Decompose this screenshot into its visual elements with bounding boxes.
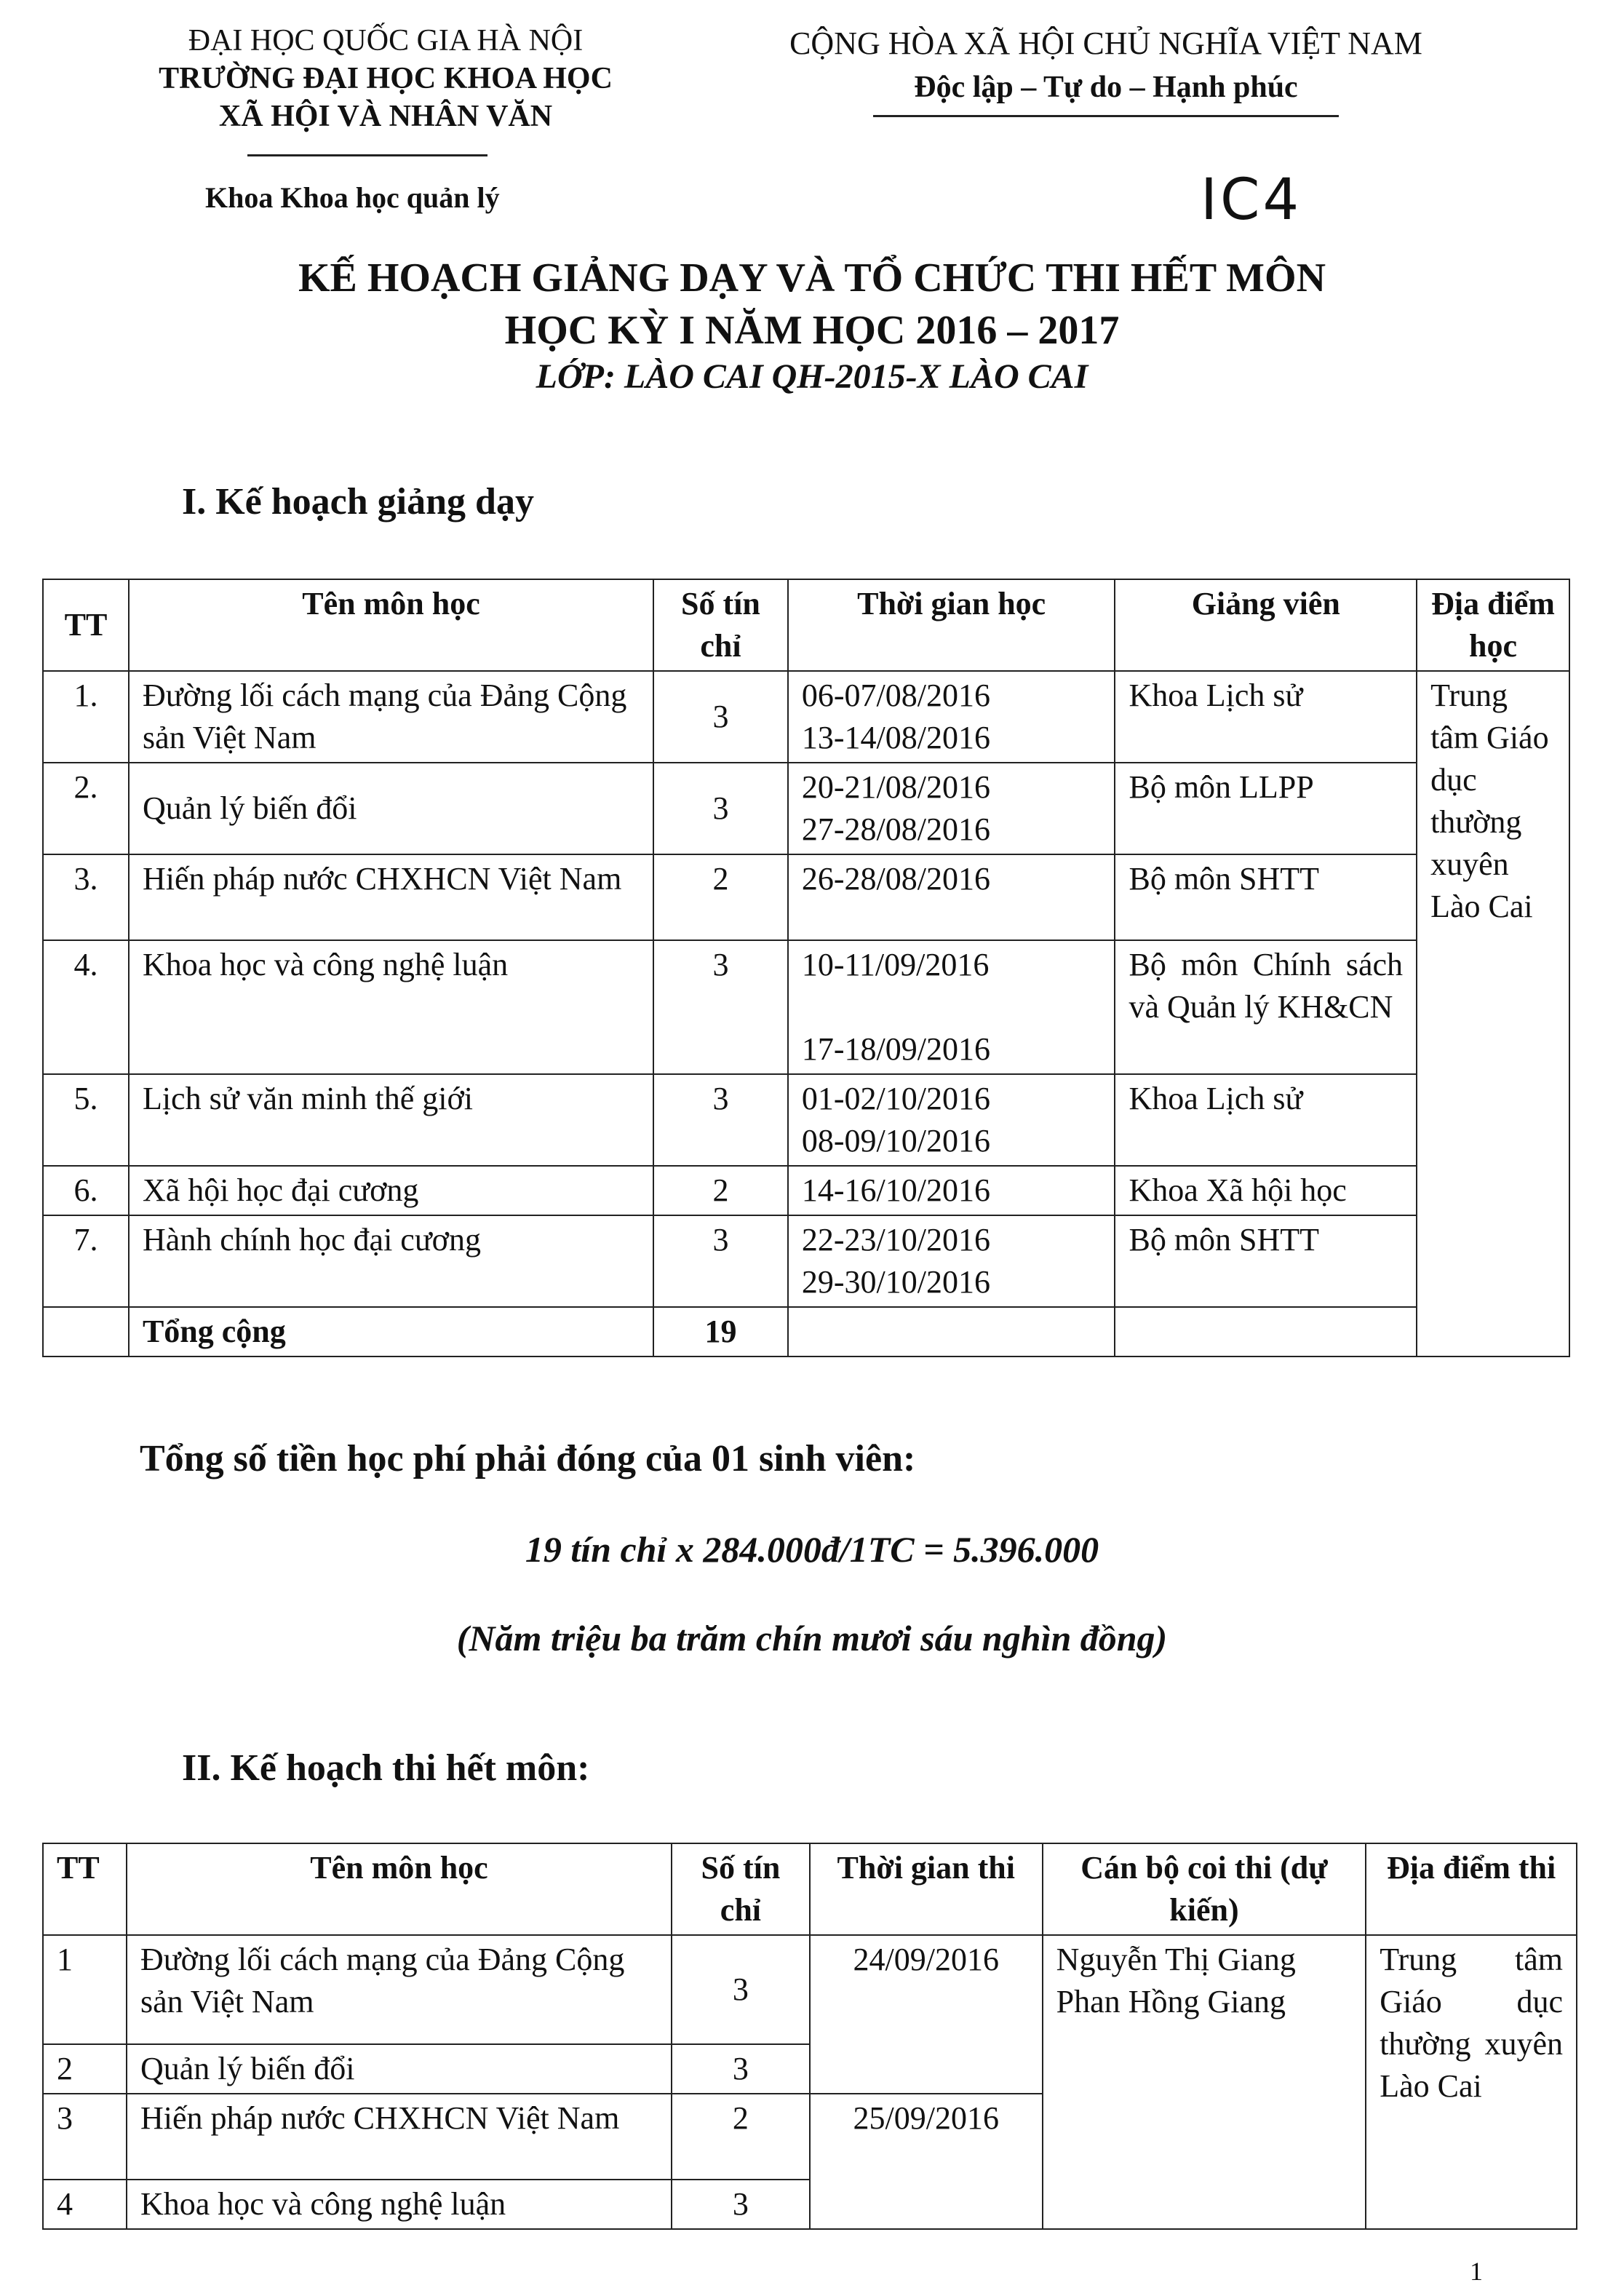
col-header-credits: Số tín chỉ — [672, 1843, 810, 1935]
subject-name: Hiến pháp nước CHXHCN Việt Nam — [129, 854, 653, 940]
subject-name: Hành chính học đại cương — [129, 1215, 653, 1307]
subject-name: Quản lý biến đổi — [127, 2044, 672, 2094]
time-line: 06-07/08/2016 — [801, 678, 990, 713]
col-header-credits: Số tín chỉ — [653, 579, 788, 671]
study-time — [788, 940, 1115, 1074]
row-number: 4 — [43, 2180, 127, 2229]
handwritten-note: IC4 — [1201, 167, 1302, 233]
credits: 3 — [653, 763, 788, 854]
lecturer: Khoa Lịch sử — [1115, 671, 1417, 763]
lecturer: Bộ môn SHTT — [1115, 854, 1417, 940]
exam-date: 24/09/2016 — [810, 1935, 1043, 2094]
table-header-row — [43, 579, 1569, 671]
page-number: 1 — [1470, 2257, 1483, 2286]
time-line: 08-09/10/2016 — [801, 1123, 990, 1159]
table-row — [43, 1166, 1569, 1215]
exam-location: Trung tâm Giáo dục thường xuyên Lào Cai — [1366, 1935, 1577, 2229]
time-line: 22-23/10/2016 — [801, 1222, 990, 1258]
document-title: KẾ HOẠCH GIẢNG DẠY VÀ TỔ CHỨC THI HẾT MÔN — [298, 255, 1326, 301]
study-time — [788, 763, 1115, 854]
total-empty — [1115, 1307, 1417, 1356]
time-line: 27-28/08/2016 — [801, 811, 990, 847]
table-row — [43, 671, 1569, 763]
lecturer: Bộ môn Chính sách và Quản lý KH&CN — [1115, 940, 1417, 1074]
row-number: 2 — [43, 2044, 127, 2094]
national-motto-block — [698, 22, 1513, 109]
time-line: 10-11/09/2016 — [801, 947, 990, 982]
spacer — [802, 986, 1102, 1028]
col-header-subject: Tên môn học — [129, 579, 653, 671]
time-line: 17-18/09/2016 — [801, 1031, 990, 1067]
col-header-location: Địa điểm học — [1417, 579, 1569, 671]
total-credits: 19 — [653, 1307, 788, 1356]
time-line: 01-02/10/2016 — [801, 1081, 990, 1116]
supervisor-name: Nguyễn Thị Giang — [1056, 1942, 1296, 1977]
document-subtitle: HỌC KỲ I NĂM HỌC 2016 – 2017 — [504, 308, 1120, 353]
subject-name: Khoa học và công nghệ luận — [129, 940, 653, 1074]
issuer-line-1: ĐẠI HỌC QUỐC GIA HÀ NỘI — [188, 24, 584, 57]
row-number: 3. — [43, 854, 129, 940]
credits: 3 — [653, 671, 788, 763]
time-line: 20-21/08/2016 — [801, 769, 990, 805]
total-empty — [788, 1307, 1115, 1356]
credits: 2 — [653, 1166, 788, 1215]
credits: 2 — [653, 854, 788, 940]
teaching-plan-table — [42, 579, 1570, 1357]
row-number: 4. — [43, 940, 129, 1074]
row-number: 1. — [43, 671, 129, 763]
study-time — [788, 1074, 1115, 1166]
total-row — [43, 1307, 1569, 1356]
total-label: Tổng cộng — [129, 1307, 653, 1356]
supervisor-name: Phan Hồng Giang — [1056, 1984, 1286, 2019]
motto: Độc lập – Tự do – Hạnh phúc — [914, 71, 1298, 104]
col-header-lecturer: Giảng viên — [1115, 579, 1417, 671]
national-name: CỘNG HÒA XÃ HỘI CHỦ NGHĨA VIỆT NAM — [789, 25, 1422, 61]
exam-plan-table — [42, 1843, 1577, 2230]
issuer-block — [109, 22, 662, 135]
section-2-heading: II. Kế hoạch thi hết môn: — [182, 1747, 590, 1789]
study-time: 14-16/10/2016 — [788, 1166, 1115, 1215]
subject-name: Hiến pháp nước CHXHCN Việt Nam — [127, 2094, 672, 2180]
col-header-subject: Tên môn học — [127, 1843, 672, 1935]
issuer-underline — [247, 154, 487, 156]
table-row — [43, 854, 1569, 940]
subject-name: Quản lý biến đổi — [129, 763, 653, 854]
row-number: 6. — [43, 1166, 129, 1215]
lecturer: Khoa Xã hội học — [1115, 1166, 1417, 1215]
class-name: LỚP: LÀO CAI QH-2015-X LÀO CAI — [536, 357, 1088, 396]
exam-date: 25/09/2016 — [810, 2094, 1043, 2229]
credits: 3 — [653, 1215, 788, 1307]
credits: 3 — [653, 1074, 788, 1166]
credits: 2 — [672, 2094, 810, 2180]
fee-in-words: (Năm triệu ba trăm chín mươi sáu nghìn đồng) — [456, 1618, 1168, 1659]
table-row — [43, 1074, 1569, 1166]
section-1-heading: I. Kế hoạch giảng dạy — [182, 481, 534, 523]
credits: 3 — [672, 2044, 810, 2094]
department-name: Khoa Khoa học quản lý — [205, 181, 500, 214]
study-time: 26-28/08/2016 — [788, 854, 1115, 940]
subject-name: Khoa học và công nghệ luận — [127, 2180, 672, 2229]
subject-name: Đường lối cách mạng của Đảng Cộng sản Việt Nam — [129, 671, 653, 763]
time-line: 29-30/10/2016 — [801, 1264, 990, 1300]
table-row — [43, 940, 1569, 1074]
study-time — [788, 671, 1115, 763]
time-line: 13-14/08/2016 — [801, 720, 990, 755]
col-header-tt: TT — [43, 579, 129, 671]
row-number: 5. — [43, 1074, 129, 1166]
row-number: 7. — [43, 1215, 129, 1307]
study-time — [788, 1215, 1115, 1307]
col-header-exam-time: Thời gian thi — [810, 1843, 1043, 1935]
row-number: 2. — [43, 763, 129, 854]
col-header-supervisor: Cán bộ coi thi (dự kiến) — [1043, 1843, 1366, 1935]
table-row — [43, 1935, 1577, 2044]
credits: 3 — [672, 2180, 810, 2229]
issuer-line-3: XÃ HỘI VÀ NHÂN VĂN — [218, 100, 553, 133]
col-header-tt: TT — [43, 1843, 127, 1935]
lecturer: Bộ môn SHTT — [1115, 1215, 1417, 1307]
exam-supervisors — [1043, 1935, 1366, 2229]
motto-underline — [873, 115, 1339, 117]
table-row — [43, 1215, 1569, 1307]
table-header-row — [43, 1843, 1577, 1935]
study-location: Trung tâm Giáo dục thường xuyên Lào Cai — [1417, 671, 1569, 1356]
row-number: 3 — [43, 2094, 127, 2180]
credits: 3 — [672, 1935, 810, 2044]
lecturer: Khoa Lịch sử — [1115, 1074, 1417, 1166]
col-header-exam-location: Địa điểm thi — [1366, 1843, 1577, 1935]
fee-calculation: 19 tín chỉ x 284.000đ/1TC = 5.396.000 — [525, 1529, 1099, 1570]
subject-name: Xã hội học đại cương — [129, 1166, 653, 1215]
subject-name: Đường lối cách mạng của Đảng Cộng sản Việt Nam — [127, 1935, 672, 2044]
fee-label: Tổng số tiền học phí phải đóng của 01 sinh viên: — [140, 1438, 916, 1479]
col-header-time: Thời gian học — [788, 579, 1115, 671]
credits: 3 — [653, 940, 788, 1074]
issuer-line-2: TRƯỜNG ĐẠI HỌC KHOA HỌC — [159, 62, 613, 95]
lecturer: Bộ môn LLPP — [1115, 763, 1417, 854]
table-row — [43, 763, 1569, 854]
total-empty — [43, 1307, 129, 1356]
subject-name: Lịch sử văn minh thế giới — [129, 1074, 653, 1166]
row-number: 1 — [43, 1935, 127, 2044]
